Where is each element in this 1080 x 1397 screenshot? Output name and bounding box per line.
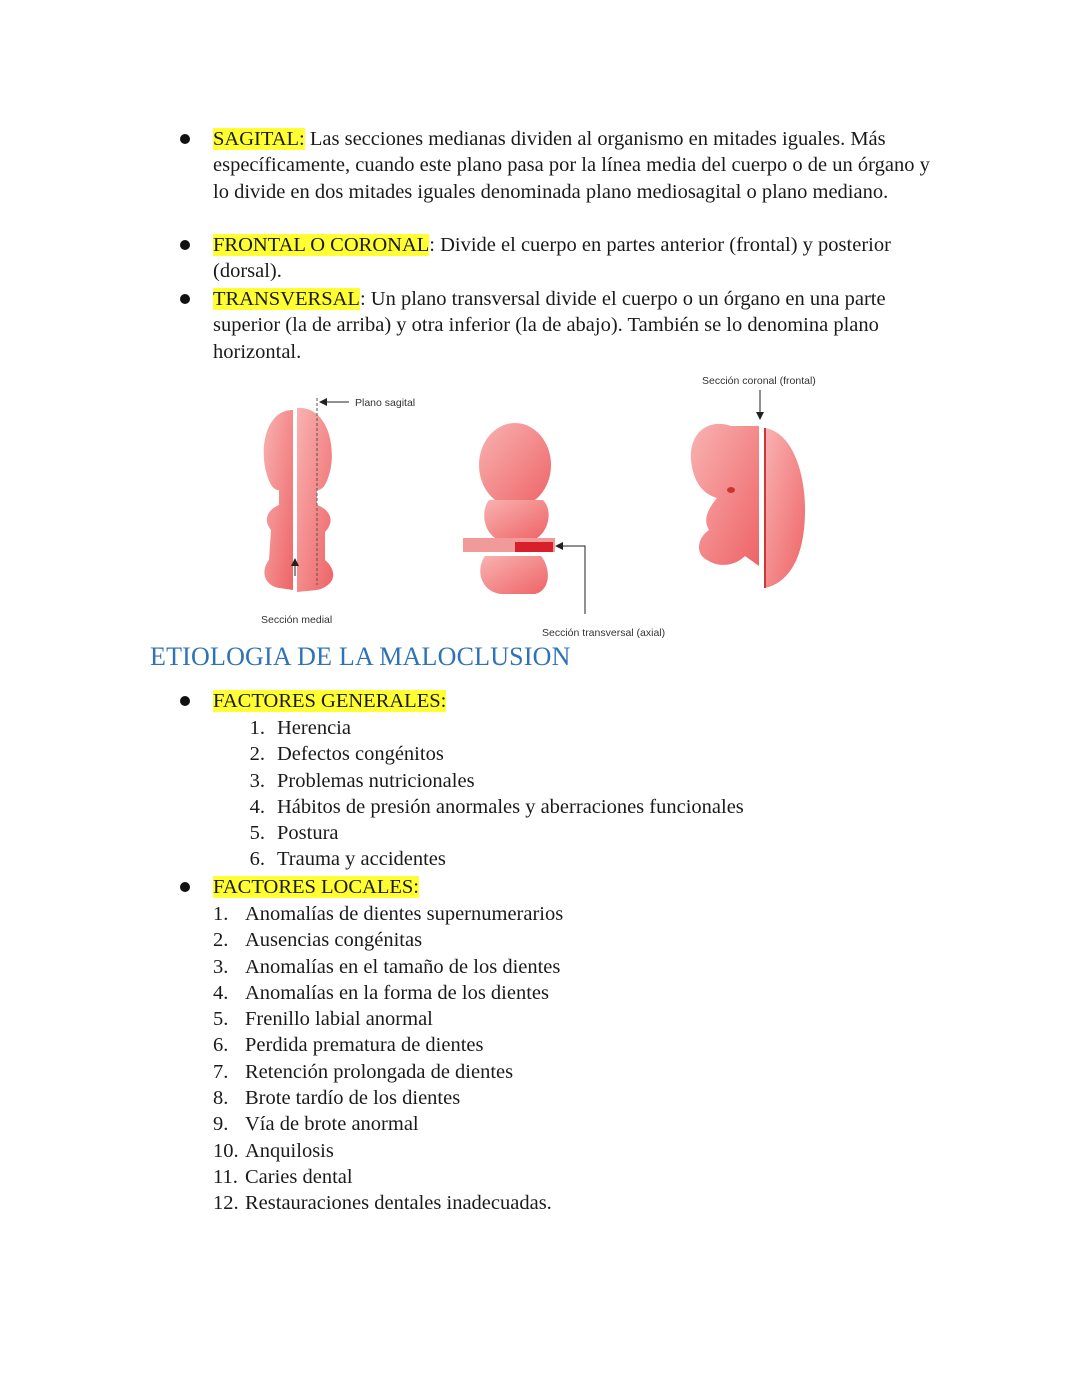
label-seccion-coronal: Sección coronal (frontal) — [702, 375, 816, 387]
local-factors-heading — [213, 874, 933, 900]
list-item: 11. Caries dental — [213, 1165, 353, 1188]
bullet-transversal — [180, 294, 190, 304]
bullet-general-factors — [180, 696, 190, 706]
bullet-frontal — [180, 240, 190, 250]
local-factors-title: FACTORES LOCALES: — [213, 876, 419, 898]
list-item: 3. Problemas nutricionales — [249, 769, 475, 792]
plane-sagital-paragraph — [213, 126, 933, 205]
plane-transversal-paragraph — [213, 286, 933, 365]
list-item: 12. Restauraciones dentales inadecuadas. — [213, 1192, 552, 1215]
plane-frontal-term: FRONTAL O CORONAL — [213, 234, 430, 256]
list-item: 6. Perdida prematura de dientes — [213, 1034, 484, 1057]
list-item: 2. Ausencias congénitas — [213, 929, 423, 952]
plane-frontal-paragraph — [213, 232, 933, 285]
bullet-sagital — [180, 134, 190, 144]
list-item: 5. Frenillo labial anormal — [213, 1008, 433, 1031]
list-item: 7. Retención prolongada de dientes — [213, 1060, 514, 1083]
plane-transversal-term: TRANSVERSAL — [213, 288, 360, 310]
embryo-sagittal-section — [264, 398, 349, 592]
list-item: 4. Hábitos de presión anormales y aberraciones funcionales — [249, 795, 744, 818]
anatomical-planes-figure — [245, 370, 845, 640]
list-item: 1. Anomalías de dientes supernumerarios — [213, 903, 564, 925]
embryo-coronal-section — [691, 390, 805, 588]
label-seccion-transversal: Sección transversal (axial) — [542, 627, 666, 639]
plane-sagital-text: Las secciones medianas dividen al organismo en mitades iguales. Más específicamente, cuando este plano pasa por la línea media del cuerpo o de un órgano y lo divide en dos mitades iguales denominada plano mediosagital o plano mediano. — [213, 128, 930, 203]
general-factors-heading — [213, 688, 933, 714]
embryo-transverse-section — [463, 423, 585, 614]
bullet-local-factors — [180, 882, 190, 892]
plane-transversal-text: : Un plano transversal divide el cuerpo o un órgano en una parte superior (la de arriba) y otra inferior (la de abajo). También se lo denomina plano horizontal. — [213, 288, 886, 363]
list-item: 3. Anomalías en el tamaño de los dientes — [213, 955, 561, 978]
plane-sagital-term: SAGITAL: — [213, 128, 305, 150]
list-item: 5. Postura — [249, 822, 339, 845]
list-item: 4. Anomalías en la forma de los dientes — [213, 981, 549, 1004]
plane-frontal-text: : Divide el cuerpo en partes anterior (frontal) y posterior (dorsal). — [213, 234, 891, 283]
list-item: 8. Brote tardío de los dientes — [213, 1087, 461, 1110]
list-item: 2. Defectos congénitos — [249, 743, 444, 766]
list-item: 6. Trauma y accidentes — [249, 848, 446, 871]
list-item: 9. Vía de brote anormal — [213, 1113, 419, 1136]
label-plano-sagital: Plano sagital — [355, 397, 416, 409]
list-item: 10. Anquilosis — [213, 1139, 334, 1162]
general-factors-list — [245, 715, 805, 873]
list-item: 1. Herencia — [249, 717, 351, 739]
general-factors-title: FACTORES GENERALES: — [213, 690, 447, 712]
section-title: ETIOLOGIA DE LA MALOCLUSION — [150, 642, 571, 671]
label-seccion-medial: Sección medial — [261, 614, 333, 626]
local-factors-list — [213, 901, 713, 1217]
